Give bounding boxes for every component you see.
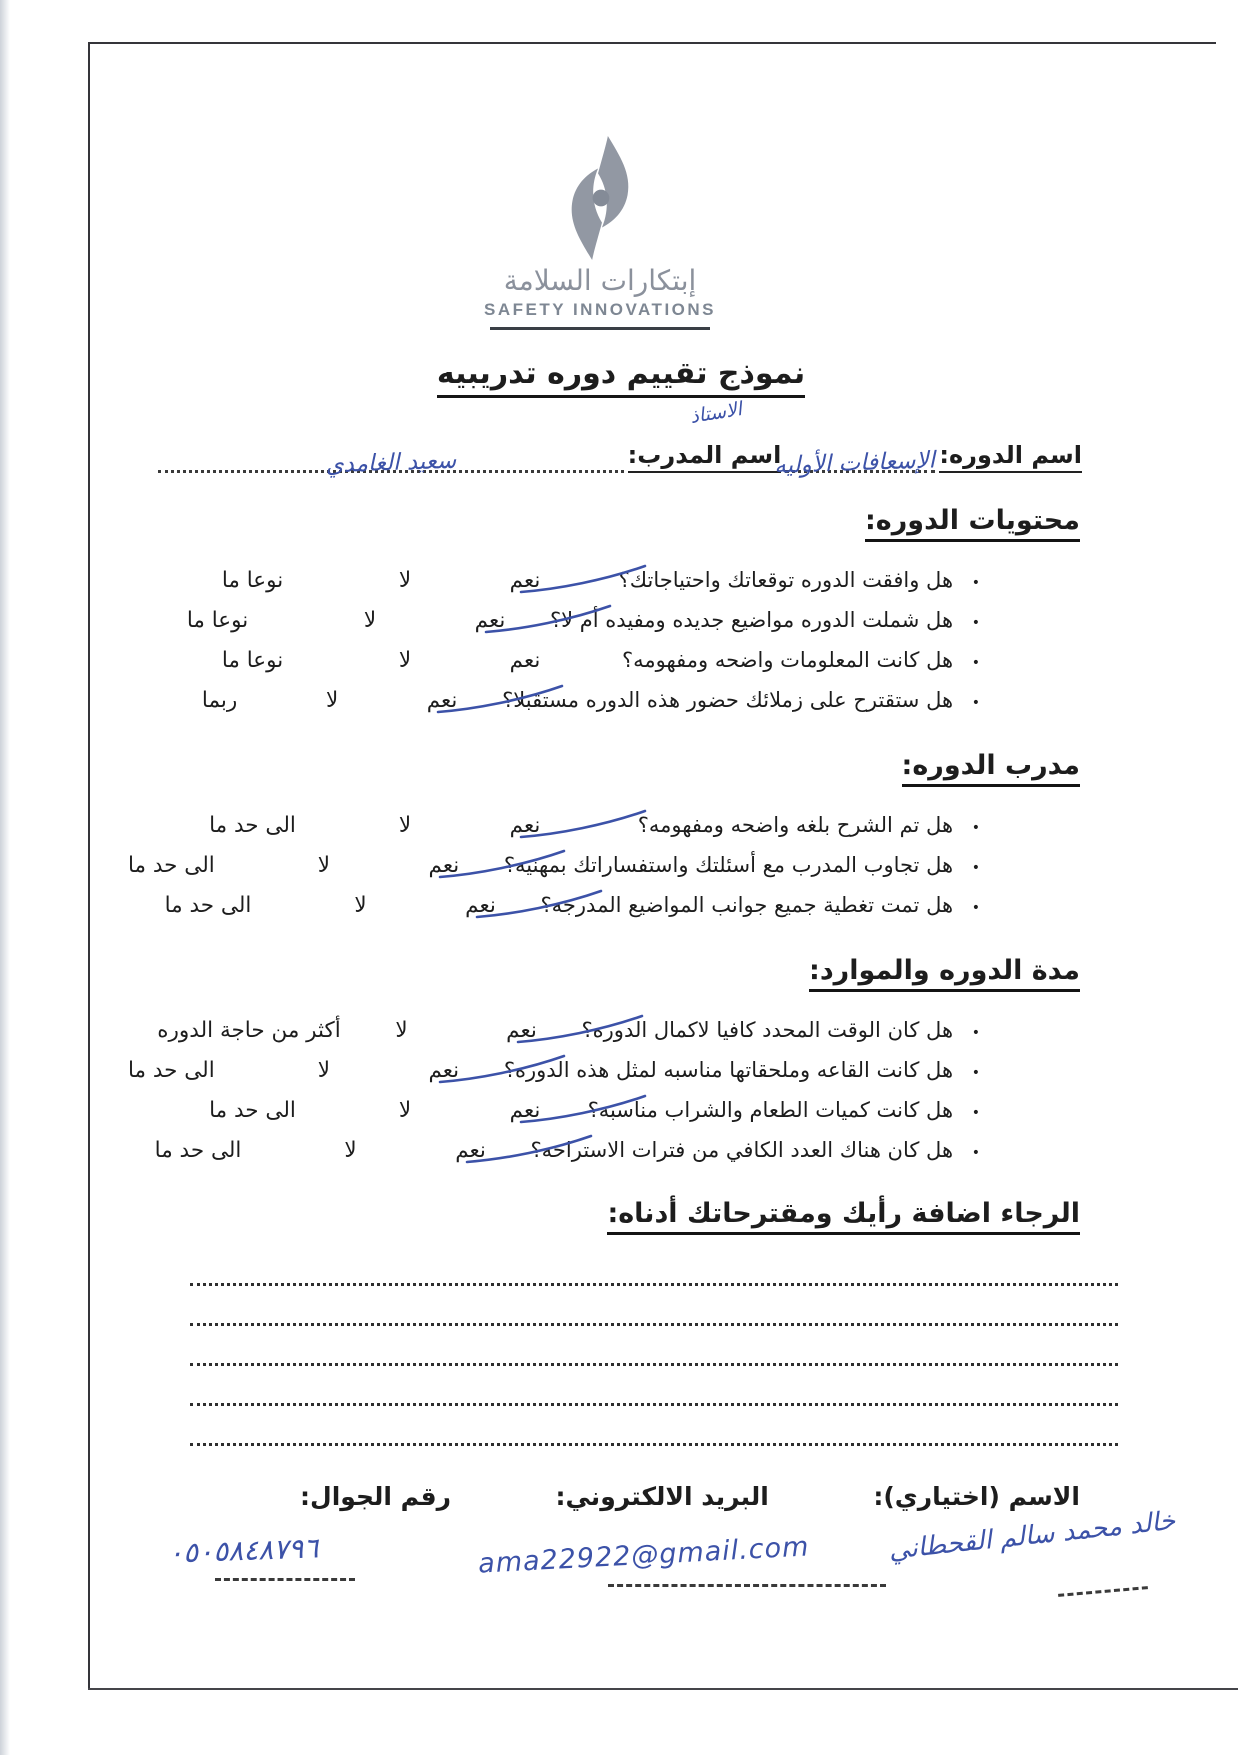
course-name-label: اسم الدوره: (939, 441, 1082, 473)
question-cell (541, 893, 1080, 917)
question-cell (531, 1138, 1080, 1162)
bullet-icon: • (971, 1065, 980, 1081)
question-row (160, 1090, 1080, 1130)
option-no: لا (325, 687, 339, 713)
option-yes-cell (382, 688, 502, 713)
option-yes-cell (465, 1098, 585, 1123)
comment-dotted-line (190, 1403, 1118, 1406)
section-heading: مدرب الدوره: (902, 750, 1080, 787)
option-no-cell (282, 688, 382, 713)
option-no-cell (264, 853, 384, 878)
option-yes-cell (465, 568, 585, 593)
option-no-cell (291, 1138, 411, 1163)
option-no: لا (398, 812, 412, 838)
form-section (160, 505, 1080, 720)
option-alt: الى حد ما (209, 812, 296, 838)
option-alt-cell (106, 1138, 291, 1163)
question-text: هل تم الشرح بلغه واضحه ومفهومه؟ (637, 813, 954, 837)
option-no: لا (398, 567, 412, 593)
option-alt-cell (79, 853, 264, 878)
option-alt: الى حد ما (209, 1097, 296, 1123)
trainer-name-field (158, 440, 624, 479)
option-alt-cell (157, 688, 282, 713)
question-text: هل كان هناك العدد الكافي من فترات الاستراحه؟ (530, 1138, 954, 1162)
question-cell (582, 1018, 1080, 1042)
scanner-edge-shadow (0, 0, 10, 1755)
page-border-top (88, 42, 1216, 44)
question-cell (550, 608, 1080, 632)
bullet-icon: • (971, 655, 980, 671)
question-text: هل تجاوب المدرب مع أسئلتك واستفساراتك بمهنيه؟ (503, 853, 954, 877)
comment-dotted-line (190, 1283, 1118, 1286)
option-yes: نعم (474, 607, 506, 633)
question-row (160, 885, 1080, 925)
question-text: هل كانت المعلومات واضحه ومفهومه؟ (621, 648, 954, 672)
course-name-field (774, 440, 936, 479)
option-no: لا (398, 1097, 412, 1123)
company-logo (420, 134, 780, 330)
email-pen-underline (608, 1584, 886, 1587)
option-alt: نوعا ما (221, 567, 284, 593)
form-title: نموذج تقييم دوره تدريبيه (437, 356, 805, 398)
option-alt: الى حد ما (154, 1137, 242, 1163)
option-alt: الى حد ما (164, 892, 252, 918)
option-alt: نوعا ما (221, 647, 284, 673)
question-cell (585, 568, 1080, 592)
option-no: لا (363, 607, 377, 633)
comment-dotted-line (190, 1363, 1118, 1366)
option-yes-cell (430, 608, 550, 633)
option-yes-cell (465, 813, 585, 838)
option-alt: الى حد ما (127, 1057, 215, 1083)
question-row (160, 600, 1080, 640)
email-label: البريد الالكتروني: (555, 1482, 769, 1511)
question-row (154, 1130, 1080, 1170)
option-no-cell (345, 813, 465, 838)
option-yes: نعم (506, 1017, 537, 1043)
question-cell (585, 1098, 1080, 1122)
course-trainer-line (158, 440, 1082, 479)
logo-underline (490, 327, 710, 330)
form-body (127, 505, 1080, 1253)
option-alt: الى حد ما (128, 852, 215, 878)
option-alt-cell (79, 1058, 264, 1083)
logo-english-text: SAFETY INNOVATIONS (483, 300, 717, 319)
option-no-cell (345, 568, 465, 593)
comment-dotted-line (190, 1323, 1118, 1326)
bullet-icon: • (971, 860, 980, 876)
option-yes: نعم (509, 647, 541, 673)
option-no: لا (398, 647, 412, 673)
option-no-cell (345, 648, 465, 673)
bullet-icon: • (971, 615, 980, 631)
trainer-name-label: اسم المدرب: (628, 441, 782, 473)
question-row (160, 680, 1080, 720)
question-text: هل شملت الدوره مواضيع جديده ومفيده أم لا؟ (550, 608, 954, 632)
bullet-icon: • (971, 820, 980, 836)
option-alt-cell (160, 1098, 345, 1123)
phone-pen-underline (215, 1578, 355, 1581)
question-row (160, 560, 1080, 600)
option-no: لا (344, 1137, 357, 1163)
option-yes: نعم (509, 567, 541, 593)
question-row (160, 640, 1080, 680)
handwritten-trainer-name: سعيد الغامدي (325, 447, 457, 479)
option-alt: نوعا ما (186, 607, 249, 633)
handwritten-phone: ٠٥٠٥٨٤٨٧٩٦ (167, 1531, 319, 1570)
question-text: هل ستقترح على زملائك حضور هذه الدوره مستقبلا؟ (502, 688, 954, 712)
footer-labels (160, 1482, 1080, 1511)
question-row (127, 1050, 1080, 1090)
option-no: لا (395, 1017, 408, 1043)
question-cell (504, 853, 1080, 877)
question-cell (502, 688, 1080, 712)
option-no-cell (342, 1018, 462, 1043)
option-no: لا (317, 1057, 330, 1083)
option-alt-cell (160, 813, 345, 838)
option-yes: نعم (455, 1137, 486, 1163)
option-alt-cell (116, 893, 301, 918)
option-yes: نعم (509, 812, 541, 838)
option-yes: نعم (428, 852, 460, 878)
handwritten-course-name: الإسعافات الأوليه (774, 447, 936, 479)
question-text: هل وافقت الدوره توقعاتك واحتياجاتك؟ (618, 568, 954, 592)
flame-logo-icon (550, 134, 650, 262)
comment-write-area (190, 1283, 1118, 1483)
page-border-bottom (88, 1688, 1238, 1690)
handwritten-teacher-note: الاستاذ (688, 398, 744, 428)
form-section (160, 1198, 1080, 1253)
option-no-cell (301, 893, 421, 918)
option-yes-cell (462, 1018, 582, 1043)
bullet-icon: • (971, 1025, 980, 1041)
option-yes: نعم (509, 1097, 541, 1123)
option-alt-cell (157, 1018, 342, 1043)
question-cell (585, 648, 1080, 672)
option-yes-cell (411, 1138, 531, 1163)
option-yes: نعم (426, 687, 458, 713)
option-yes-cell (421, 893, 541, 918)
question-row (157, 1010, 1080, 1050)
section-heading: الرجاء اضافة رأيك ومقترحاتك أدناه: (607, 1198, 1080, 1235)
question-text: هل تمت تغطية جميع جوانب المواضيع المدرجه؟ (540, 893, 954, 917)
handwritten-name: خالد محمد سالم القحطاني (887, 1505, 1177, 1566)
question-cell (504, 1058, 1080, 1082)
bullet-icon: • (971, 900, 980, 916)
option-yes: نعم (465, 892, 496, 918)
option-alt: أكثر من حاجة الدوره (157, 1017, 341, 1043)
option-yes-cell (465, 648, 585, 673)
question-text: هل كانت القاعه وملحقاتها مناسبه لمثل هذه الدوره؟ (503, 1058, 954, 1082)
name-label: الاسم (اختياري): (873, 1482, 1080, 1511)
option-alt-cell (160, 568, 345, 593)
form-section (128, 750, 1080, 925)
name-pen-underline (1058, 1586, 1148, 1597)
option-no-cell (345, 1098, 465, 1123)
option-alt-cell (160, 648, 345, 673)
question-text: هل كان الوقت المحدد كافيا لاكمال الدوره؟ (581, 1018, 954, 1042)
question-row (128, 845, 1080, 885)
section-heading: محتويات الدوره: (865, 505, 1080, 542)
option-alt-cell (125, 608, 310, 633)
comment-dotted-line (190, 1443, 1118, 1446)
question-row (160, 805, 1080, 845)
option-no: لا (317, 852, 331, 878)
option-no: لا (354, 892, 367, 918)
bullet-icon: • (971, 1105, 980, 1121)
phone-label: رقم الجوال: (300, 1482, 451, 1511)
option-yes: نعم (428, 1057, 460, 1083)
option-no-cell (264, 1058, 384, 1083)
option-alt: ربما (201, 687, 238, 713)
question-text: هل كانت كميات الطعام والشراب مناسبه؟ (587, 1098, 954, 1122)
section-heading: مدة الدوره والموارد: (809, 955, 1080, 992)
handwritten-email: ama22922@gmail.com (477, 1531, 811, 1580)
bullet-icon: • (971, 575, 980, 591)
logo-arabic-text: إبتكارات السلامة (503, 264, 697, 297)
option-yes-cell (384, 853, 504, 878)
bullet-icon: • (971, 695, 980, 711)
option-no-cell (310, 608, 430, 633)
bullet-icon: • (971, 1145, 980, 1161)
form-section (127, 955, 1080, 1170)
option-yes-cell (384, 1058, 504, 1083)
question-cell (585, 813, 1080, 837)
